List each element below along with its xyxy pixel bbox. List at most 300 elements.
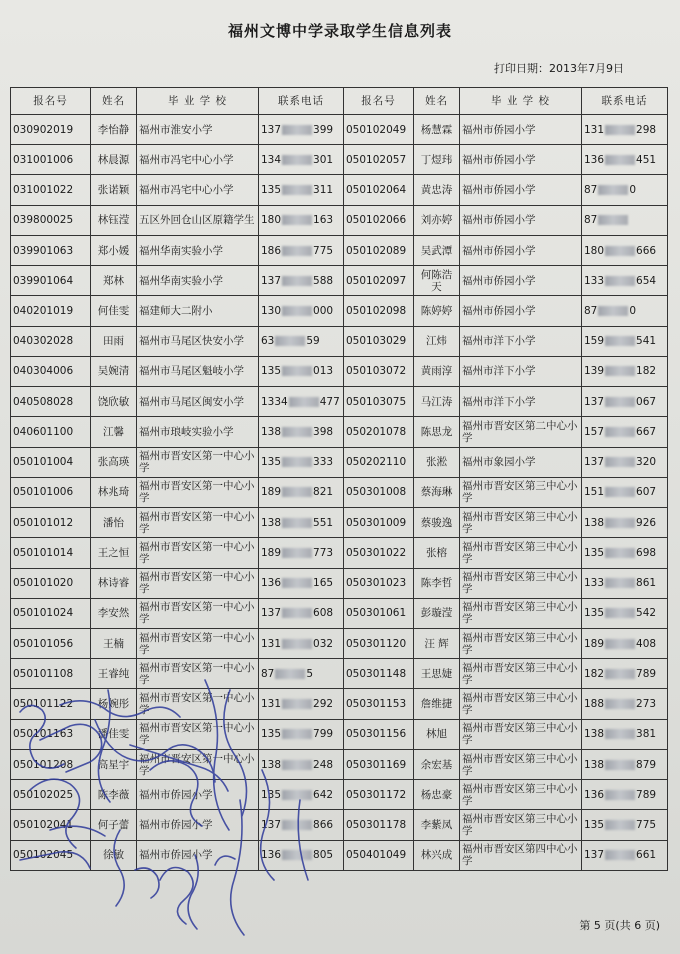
table-row [11,326,668,356]
phone-prefix: 87 [261,667,275,680]
phone-suffix: 642 [313,788,334,801]
phone-prefix: 137 [584,395,605,408]
student-id-left: 039800025 [11,205,91,235]
phone-prefix: 87 [584,305,598,318]
student-id-right: 050201078 [344,417,414,447]
phone-number-right [582,356,668,386]
table-row [11,145,668,175]
phone-suffix: 805 [313,849,334,862]
student-id-right: 050301120 [344,628,414,658]
graduate-school-right: 福州市晋安区第三中心小学 [460,538,582,568]
table-row [11,477,668,507]
student-id-right: 050301153 [344,689,414,719]
graduate-school-right: 福州市晋安区第三中心小学 [460,719,582,749]
redaction-blur [605,578,635,588]
redaction-blur [598,185,628,195]
header-name-right: 姓名 [414,88,460,115]
redaction-blur [605,246,635,256]
phone-number-right [582,296,668,326]
phone-prefix: 189 [261,486,282,499]
page-title: 福州文博中学录取学生信息列表 [227,22,452,40]
phone-suffix: 320 [636,456,657,469]
table-row [11,205,668,235]
phone-suffix: 698 [636,546,657,559]
phone-suffix: 588 [313,274,334,287]
phone-suffix: 542 [636,607,657,620]
redaction-blur [605,639,635,649]
student-id-left: 050101014 [11,538,91,568]
student-id-left: 050101024 [11,598,91,628]
graduate-school-left: 福州市马尾区闽安小学 [137,387,259,417]
phone-suffix: 0 [629,184,637,197]
student-name-right: 汪 辉 [414,628,460,658]
phone-suffix: 399 [313,123,334,136]
graduate-school-left: 福州市晋安区第一中心小学 [137,659,259,689]
student-id-right: 050301008 [344,477,414,507]
student-id-right: 050301023 [344,568,414,598]
graduate-school-right: 福州市洋下小学 [460,387,582,417]
phone-suffix: 165 [313,577,334,590]
student-id-right: 050102049 [344,115,414,145]
redaction-blur [282,729,312,739]
table-row [11,447,668,477]
student-name-left: 饶欣敏 [91,387,137,417]
phone-number-right [582,266,668,296]
phone-number-right [582,508,668,538]
phone-number-left [259,266,344,296]
student-id-right: 050102098 [344,296,414,326]
phone-suffix: 0 [629,305,637,318]
phone-suffix: 273 [636,698,657,711]
phone-number-left [259,326,344,356]
phone-prefix: 136 [261,577,282,590]
student-id-right: 050103075 [344,387,414,417]
student-table [10,87,668,871]
student-name-right: 彭璇滢 [414,598,460,628]
phone-suffix: 551 [313,516,334,529]
student-id-left: 050101006 [11,477,91,507]
graduate-school-left: 福州市晋安区第一中心小学 [137,749,259,779]
student-name-right: 余宏基 [414,749,460,779]
redaction-blur [605,790,635,800]
phone-number-left [259,840,344,870]
graduate-school-right: 福州市晋安区第三中心小学 [460,689,582,719]
student-id-left: 050101163 [11,719,91,749]
table-row [11,719,668,749]
student-id-right: 050401049 [344,840,414,870]
student-name-left: 潘佳雯 [91,719,137,749]
print-date: 打印日期：2013年7月9日 [494,62,624,75]
phone-suffix: 773 [313,546,334,559]
phone-prefix: 87 [584,184,598,197]
redaction-blur [605,427,635,437]
phone-suffix: 866 [313,819,334,831]
student-id-left: 050101208 [11,749,91,779]
table-row [11,508,668,538]
phone-prefix: 136 [261,849,282,862]
table-row [11,598,668,628]
phone-prefix: 134 [261,153,282,166]
graduate-school-left: 福州市马尾区快安小学 [137,326,259,356]
phone-suffix: 59 [306,335,320,348]
phone-number-right [582,175,668,205]
student-id-left: 039901064 [11,266,91,296]
table-row [11,840,668,870]
student-name-right: 陈婷婷 [414,296,460,326]
phone-prefix: 136 [584,153,605,166]
redaction-blur [605,336,635,346]
redaction-blur [275,336,305,346]
graduate-school-right: 福州市侨园小学 [460,235,582,265]
phone-prefix: 135 [584,819,605,831]
graduate-school-right: 福州市侨园小学 [460,145,582,175]
student-id-left: 040302028 [11,326,91,356]
phone-suffix: 607 [636,486,657,499]
table-row [11,628,668,658]
phone-number-right [582,205,668,235]
student-name-right: 刘亦婷 [414,205,460,235]
graduate-school-right: 福州市侨园小学 [460,205,582,235]
graduate-school-right: 福州市晋安区第二中心小学 [460,417,582,447]
phone-suffix: 775 [636,819,657,831]
header-phone-right: 联系电话 [582,88,668,115]
phone-prefix: 137 [584,456,605,469]
graduate-school-right: 福州市侨园小学 [460,115,582,145]
phone-number-left [259,417,344,447]
student-id-left: 050102045 [11,840,91,870]
table-row [11,538,668,568]
graduate-school-right: 福州市晋安区第三中心小学 [460,810,582,840]
graduate-school-left: 福州市晋安区第一中心小学 [137,447,259,477]
phone-number-right [582,145,668,175]
student-name-right: 吴武潭 [414,235,460,265]
redaction-blur [282,639,312,649]
redaction-blur [282,306,312,316]
student-name-right: 林旭 [414,719,460,749]
redaction-blur [605,760,635,770]
redaction-blur [282,820,312,830]
student-name-right: 张淞 [414,447,460,477]
phone-prefix: 180 [261,214,282,227]
phone-number-right [582,840,668,870]
redaction-blur [598,215,628,225]
phone-prefix: 159 [584,335,605,348]
header-school-right: 毕 业 学 校 [460,88,582,115]
table-row [11,115,668,145]
student-id-left: 050101012 [11,508,91,538]
student-name-right: 蔡骏逸 [414,508,460,538]
phone-number-right [582,387,668,417]
header-id-right: 报名号 [344,88,414,115]
graduate-school-left: 福州市晋安区第一中心小学 [137,508,259,538]
phone-number-right [582,417,668,447]
graduate-school-right: 福州市象园小学 [460,447,582,477]
student-id-left: 050102041 [11,810,91,840]
phone-suffix: 301 [313,153,334,166]
phone-number-left [259,628,344,658]
phone-prefix: 133 [584,274,605,287]
student-id-left: 031001022 [11,175,91,205]
redaction-blur [282,155,312,165]
phone-number-left [259,296,344,326]
table-row [11,810,668,840]
graduate-school-left: 福建师大二附小 [137,296,259,326]
phone-prefix: 87 [584,214,598,227]
phone-number-right [582,659,668,689]
student-id-right: 050102057 [344,145,414,175]
phone-suffix: 666 [636,244,657,257]
phone-prefix: 1334 [261,395,288,408]
graduate-school-right: 福州市晋安区第三中心小学 [460,780,582,810]
student-id-right: 050301148 [344,659,414,689]
phone-prefix: 138 [261,516,282,529]
phone-number-right [582,235,668,265]
phone-suffix: 292 [313,698,334,711]
graduate-school-left: 福州市侨园小学 [137,810,259,840]
phone-prefix: 135 [584,546,605,559]
student-id-left: 050101108 [11,659,91,689]
student-name-left: 郑小媛 [91,235,137,265]
phone-prefix: 63 [261,335,275,348]
phone-prefix: 138 [261,425,282,438]
student-id-right: 050301156 [344,719,414,749]
phone-number-left [259,689,344,719]
student-name-left: 王之恒 [91,538,137,568]
phone-prefix: 135 [261,728,282,741]
phone-prefix: 131 [261,637,282,650]
phone-number-right [582,598,668,628]
phone-number-right [582,538,668,568]
phone-suffix: 311 [313,184,334,197]
graduate-school-right: 福州市侨园小学 [460,266,582,296]
student-name-left: 王睿纯 [91,659,137,689]
phone-prefix: 188 [584,698,605,711]
phone-suffix: 248 [313,758,334,771]
header-id-left: 报名号 [11,88,91,115]
student-name-left: 郑林 [91,266,137,296]
phone-suffix: 013 [313,365,334,378]
phone-suffix: 163 [313,214,334,227]
phone-prefix: 138 [261,758,282,771]
phone-number-right [582,719,668,749]
phone-number-left [259,447,344,477]
student-name-left: 林诗睿 [91,568,137,598]
student-id-right: 050102089 [344,235,414,265]
phone-number-left [259,508,344,538]
student-id-left: 040601100 [11,417,91,447]
student-name-right: 马江涛 [414,387,460,417]
phone-suffix: 298 [636,123,657,136]
table-row [11,749,668,779]
phone-suffix: 654 [636,274,657,287]
phone-number-right [582,326,668,356]
phone-prefix: 138 [584,758,605,771]
phone-number-right [582,477,668,507]
phone-prefix: 182 [584,667,605,680]
graduate-school-right: 福州市晋安区第三中心小学 [460,508,582,538]
phone-number-right [582,780,668,810]
redaction-blur [605,669,635,679]
phone-prefix: 135 [261,456,282,469]
redaction-blur [605,457,635,467]
table-row [11,659,668,689]
phone-suffix: 608 [313,607,334,620]
graduate-school-left: 福州华南实验小学 [137,235,259,265]
redaction-blur [605,397,635,407]
phone-number-left [259,659,344,689]
phone-number-right [582,628,668,658]
graduate-school-left: 福州市晋安区第一中心小学 [137,538,259,568]
phone-suffix: 541 [636,335,657,348]
graduate-school-right: 福州市洋下小学 [460,356,582,386]
redaction-blur [605,850,635,860]
student-name-left: 林兆琦 [91,477,137,507]
phone-suffix: 926 [636,516,657,529]
graduate-school-right: 福州市侨园小学 [460,175,582,205]
redaction-blur [605,729,635,739]
header-phone-left: 联系电话 [259,88,344,115]
phone-prefix: 131 [261,698,282,711]
redaction-blur [282,427,312,437]
redaction-blur [282,850,312,860]
student-name-left: 何子蕾 [91,810,137,840]
graduate-school-right: 福州市晋安区第三中心小学 [460,628,582,658]
phone-number-right [582,749,668,779]
phone-prefix: 189 [261,546,282,559]
graduate-school-left: 福州市马尾区魁岐小学 [137,356,259,386]
phone-suffix: 381 [636,728,657,741]
student-id-right: 050301009 [344,508,414,538]
redaction-blur [282,487,312,497]
phone-number-left [259,235,344,265]
student-name-left: 李安然 [91,598,137,628]
student-id-right: 050301169 [344,749,414,779]
redaction-blur [605,366,635,376]
student-name-left: 张诺颖 [91,175,137,205]
table-row [11,266,668,296]
phone-prefix: 180 [584,244,605,257]
redaction-blur [282,125,312,135]
graduate-school-left: 福州市淮安小学 [137,115,259,145]
student-name-left: 王楠 [91,628,137,658]
phone-number-left [259,356,344,386]
phone-suffix: 667 [636,425,657,438]
student-id-left: 050101004 [11,447,91,477]
graduate-school-left: 福州市晋安区第一中心小学 [137,568,259,598]
phone-prefix: 133 [584,577,605,590]
redaction-blur [605,548,635,558]
student-id-left: 040304006 [11,356,91,386]
student-name-left: 杨婉彤 [91,689,137,719]
student-name-right: 何陈浩天 [414,266,460,296]
phone-prefix: 136 [584,788,605,801]
redaction-blur [605,487,635,497]
graduate-school-right: 福州市侨园小学 [460,296,582,326]
student-name-right: 江炜 [414,326,460,356]
phone-prefix: 135 [261,184,282,197]
redaction-blur [605,699,635,709]
phone-suffix: 789 [636,667,657,680]
phone-number-left [259,538,344,568]
redaction-blur [605,518,635,528]
phone-prefix: 139 [584,365,605,378]
phone-prefix: 151 [584,486,605,499]
student-name-right: 蔡海琳 [414,477,460,507]
student-name-right: 林兴成 [414,840,460,870]
graduate-school-right: 福州市晋安区第三中心小学 [460,598,582,628]
phone-prefix: 137 [261,819,282,831]
graduate-school-left: 福州市晋安区第一中心小学 [137,628,259,658]
header-school-left: 毕 业 学 校 [137,88,259,115]
phone-number-left [259,477,344,507]
graduate-school-left: 福州市晋安区第一中心小学 [137,477,259,507]
phone-prefix: 135 [261,365,282,378]
redaction-blur [605,125,635,135]
table-header-row [11,88,668,115]
redaction-blur [282,548,312,558]
phone-suffix: 398 [313,425,334,438]
student-id-left: 050101020 [11,568,91,598]
phone-suffix: 879 [636,758,657,771]
student-id-left: 031001006 [11,145,91,175]
table-row [11,780,668,810]
student-name-left: 林晨源 [91,145,137,175]
phone-suffix: 408 [636,637,657,650]
graduate-school-left: 福州市晋安区第一中心小学 [137,598,259,628]
phone-suffix: 5 [306,667,314,680]
phone-prefix: 157 [584,425,605,438]
student-id-right: 050301022 [344,538,414,568]
student-id-right: 050301172 [344,780,414,810]
graduate-school-right: 福州市洋下小学 [460,326,582,356]
student-name-left: 何佳雯 [91,296,137,326]
graduate-school-right: 福州市晋安区第三中心小学 [460,749,582,779]
redaction-blur [282,608,312,618]
student-name-left: 林钰滢 [91,205,137,235]
student-name-left: 吴婉清 [91,356,137,386]
phone-prefix: 137 [261,607,282,620]
student-name-right: 王思婕 [414,659,460,689]
phone-number-left [259,175,344,205]
student-id-left: 050101056 [11,628,91,658]
phone-prefix: 130 [261,305,282,318]
phone-number-left [259,780,344,810]
student-name-left: 张高瑛 [91,447,137,477]
redaction-blur [282,366,312,376]
graduate-school-left: 福州华南实验小学 [137,266,259,296]
table-row [11,387,668,417]
phone-prefix: 186 [261,244,282,257]
phone-suffix: 000 [313,305,334,318]
student-id-right: 050301178 [344,810,414,840]
graduate-school-left: 福州市晋安区第一中心小学 [137,719,259,749]
student-id-right: 050102097 [344,266,414,296]
phone-number-left [259,205,344,235]
phone-suffix: 032 [313,637,334,650]
phone-number-right [582,447,668,477]
graduate-school-left: 福州市晋安区第一中心小学 [137,689,259,719]
student-name-right: 张榕 [414,538,460,568]
student-name-left: 潘怡 [91,508,137,538]
student-id-right: 050202110 [344,447,414,477]
redaction-blur [282,215,312,225]
redaction-blur [605,155,635,165]
phone-suffix: 661 [636,849,657,862]
graduate-school-left: 五区外回仓山区原籍学生 [137,205,259,235]
page-number: 第 5 页(共 6 页) [579,919,660,932]
table-row [11,296,668,326]
table-row [11,689,668,719]
